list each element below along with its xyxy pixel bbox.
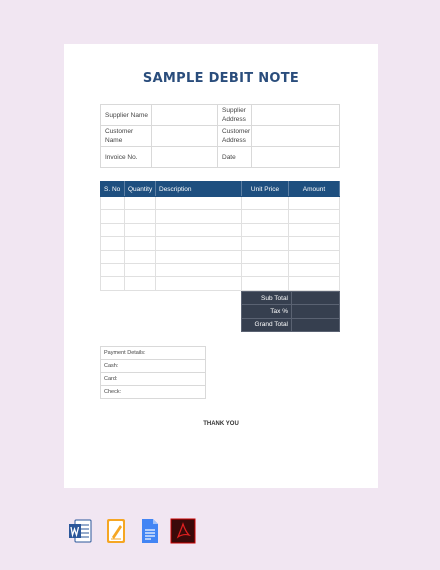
cell[interactable] (289, 250, 340, 263)
cell[interactable] (125, 263, 156, 276)
cell[interactable] (289, 277, 340, 290)
cell[interactable] (156, 237, 242, 250)
cell[interactable] (101, 277, 125, 290)
invoice-no-label: Invoice No. (101, 147, 152, 168)
supplier-name-value[interactable] (152, 105, 218, 126)
customer-name-label: Customer Name (101, 126, 152, 147)
supplier-address-value[interactable] (252, 105, 340, 126)
invoice-no-value[interactable] (152, 147, 218, 168)
cell[interactable] (242, 263, 289, 276)
sub-total-label: Sub Total (242, 292, 292, 305)
cell[interactable] (125, 223, 156, 236)
customer-address-value[interactable] (252, 126, 340, 147)
cell[interactable] (242, 223, 289, 236)
cell[interactable] (156, 250, 242, 263)
google-docs-icon[interactable] (138, 518, 162, 544)
cell[interactable] (156, 263, 242, 276)
cell[interactable] (289, 210, 340, 223)
items-table (100, 181, 340, 291)
cell[interactable] (156, 277, 242, 290)
cell[interactable] (242, 250, 289, 263)
cell[interactable] (242, 210, 289, 223)
cell[interactable] (101, 237, 125, 250)
cell[interactable] (125, 210, 156, 223)
date-label: Date (218, 147, 252, 168)
cell[interactable] (156, 197, 242, 210)
cell[interactable] (101, 223, 125, 236)
pdf-icon[interactable] (170, 518, 194, 544)
supplier-name-label: Supplier Name (101, 105, 152, 126)
cash-label: Cash: (101, 360, 206, 373)
customer-name-value[interactable] (152, 126, 218, 147)
cell[interactable] (242, 197, 289, 210)
col-quantity: Quantity (125, 182, 156, 197)
payment-table (100, 346, 206, 399)
table-row (101, 250, 340, 263)
cell[interactable] (125, 237, 156, 250)
table-row (101, 197, 340, 210)
thank-you-text: THANK YOU (203, 421, 239, 427)
sub-total-value[interactable] (292, 292, 340, 305)
customer-address-label: Customer Address (218, 126, 252, 147)
check-label: Check: (101, 386, 206, 399)
tax-value[interactable] (292, 305, 340, 318)
cell[interactable] (156, 223, 242, 236)
grand-total-value[interactable] (292, 318, 340, 331)
document-title: SAMPLE DEBIT NOTE (142, 71, 300, 86)
supplier-address-label: Supplier Address (218, 105, 252, 126)
pages-icon[interactable] (104, 518, 128, 544)
cell[interactable] (289, 263, 340, 276)
info-table (100, 104, 340, 168)
cell[interactable] (289, 223, 340, 236)
col-sno: S. No (101, 182, 125, 197)
payment-details-label: Payment Details: (101, 347, 206, 360)
cell[interactable] (289, 197, 340, 210)
table-row (101, 223, 340, 236)
cell[interactable] (101, 197, 125, 210)
tax-label: Tax % (242, 305, 292, 318)
cell[interactable] (156, 210, 242, 223)
document-page (64, 44, 378, 488)
cell[interactable] (101, 210, 125, 223)
col-unit-price: Unit Price (242, 182, 289, 197)
cell[interactable] (125, 197, 156, 210)
table-row (101, 210, 340, 223)
col-description: Description (156, 182, 242, 197)
date-value[interactable] (252, 147, 340, 168)
table-row (101, 277, 340, 290)
cell[interactable] (125, 250, 156, 263)
cell[interactable] (101, 250, 125, 263)
card-label: Card: (101, 373, 206, 386)
totals-table (241, 291, 340, 332)
word-icon[interactable] (68, 518, 92, 544)
cell[interactable] (242, 237, 289, 250)
grand-total-label: Grand Total (242, 318, 292, 331)
cell[interactable] (242, 277, 289, 290)
col-amount: Amount (289, 182, 340, 197)
cell[interactable] (101, 263, 125, 276)
cell[interactable] (125, 277, 156, 290)
table-row (101, 237, 340, 250)
table-row (101, 263, 340, 276)
cell[interactable] (289, 237, 340, 250)
